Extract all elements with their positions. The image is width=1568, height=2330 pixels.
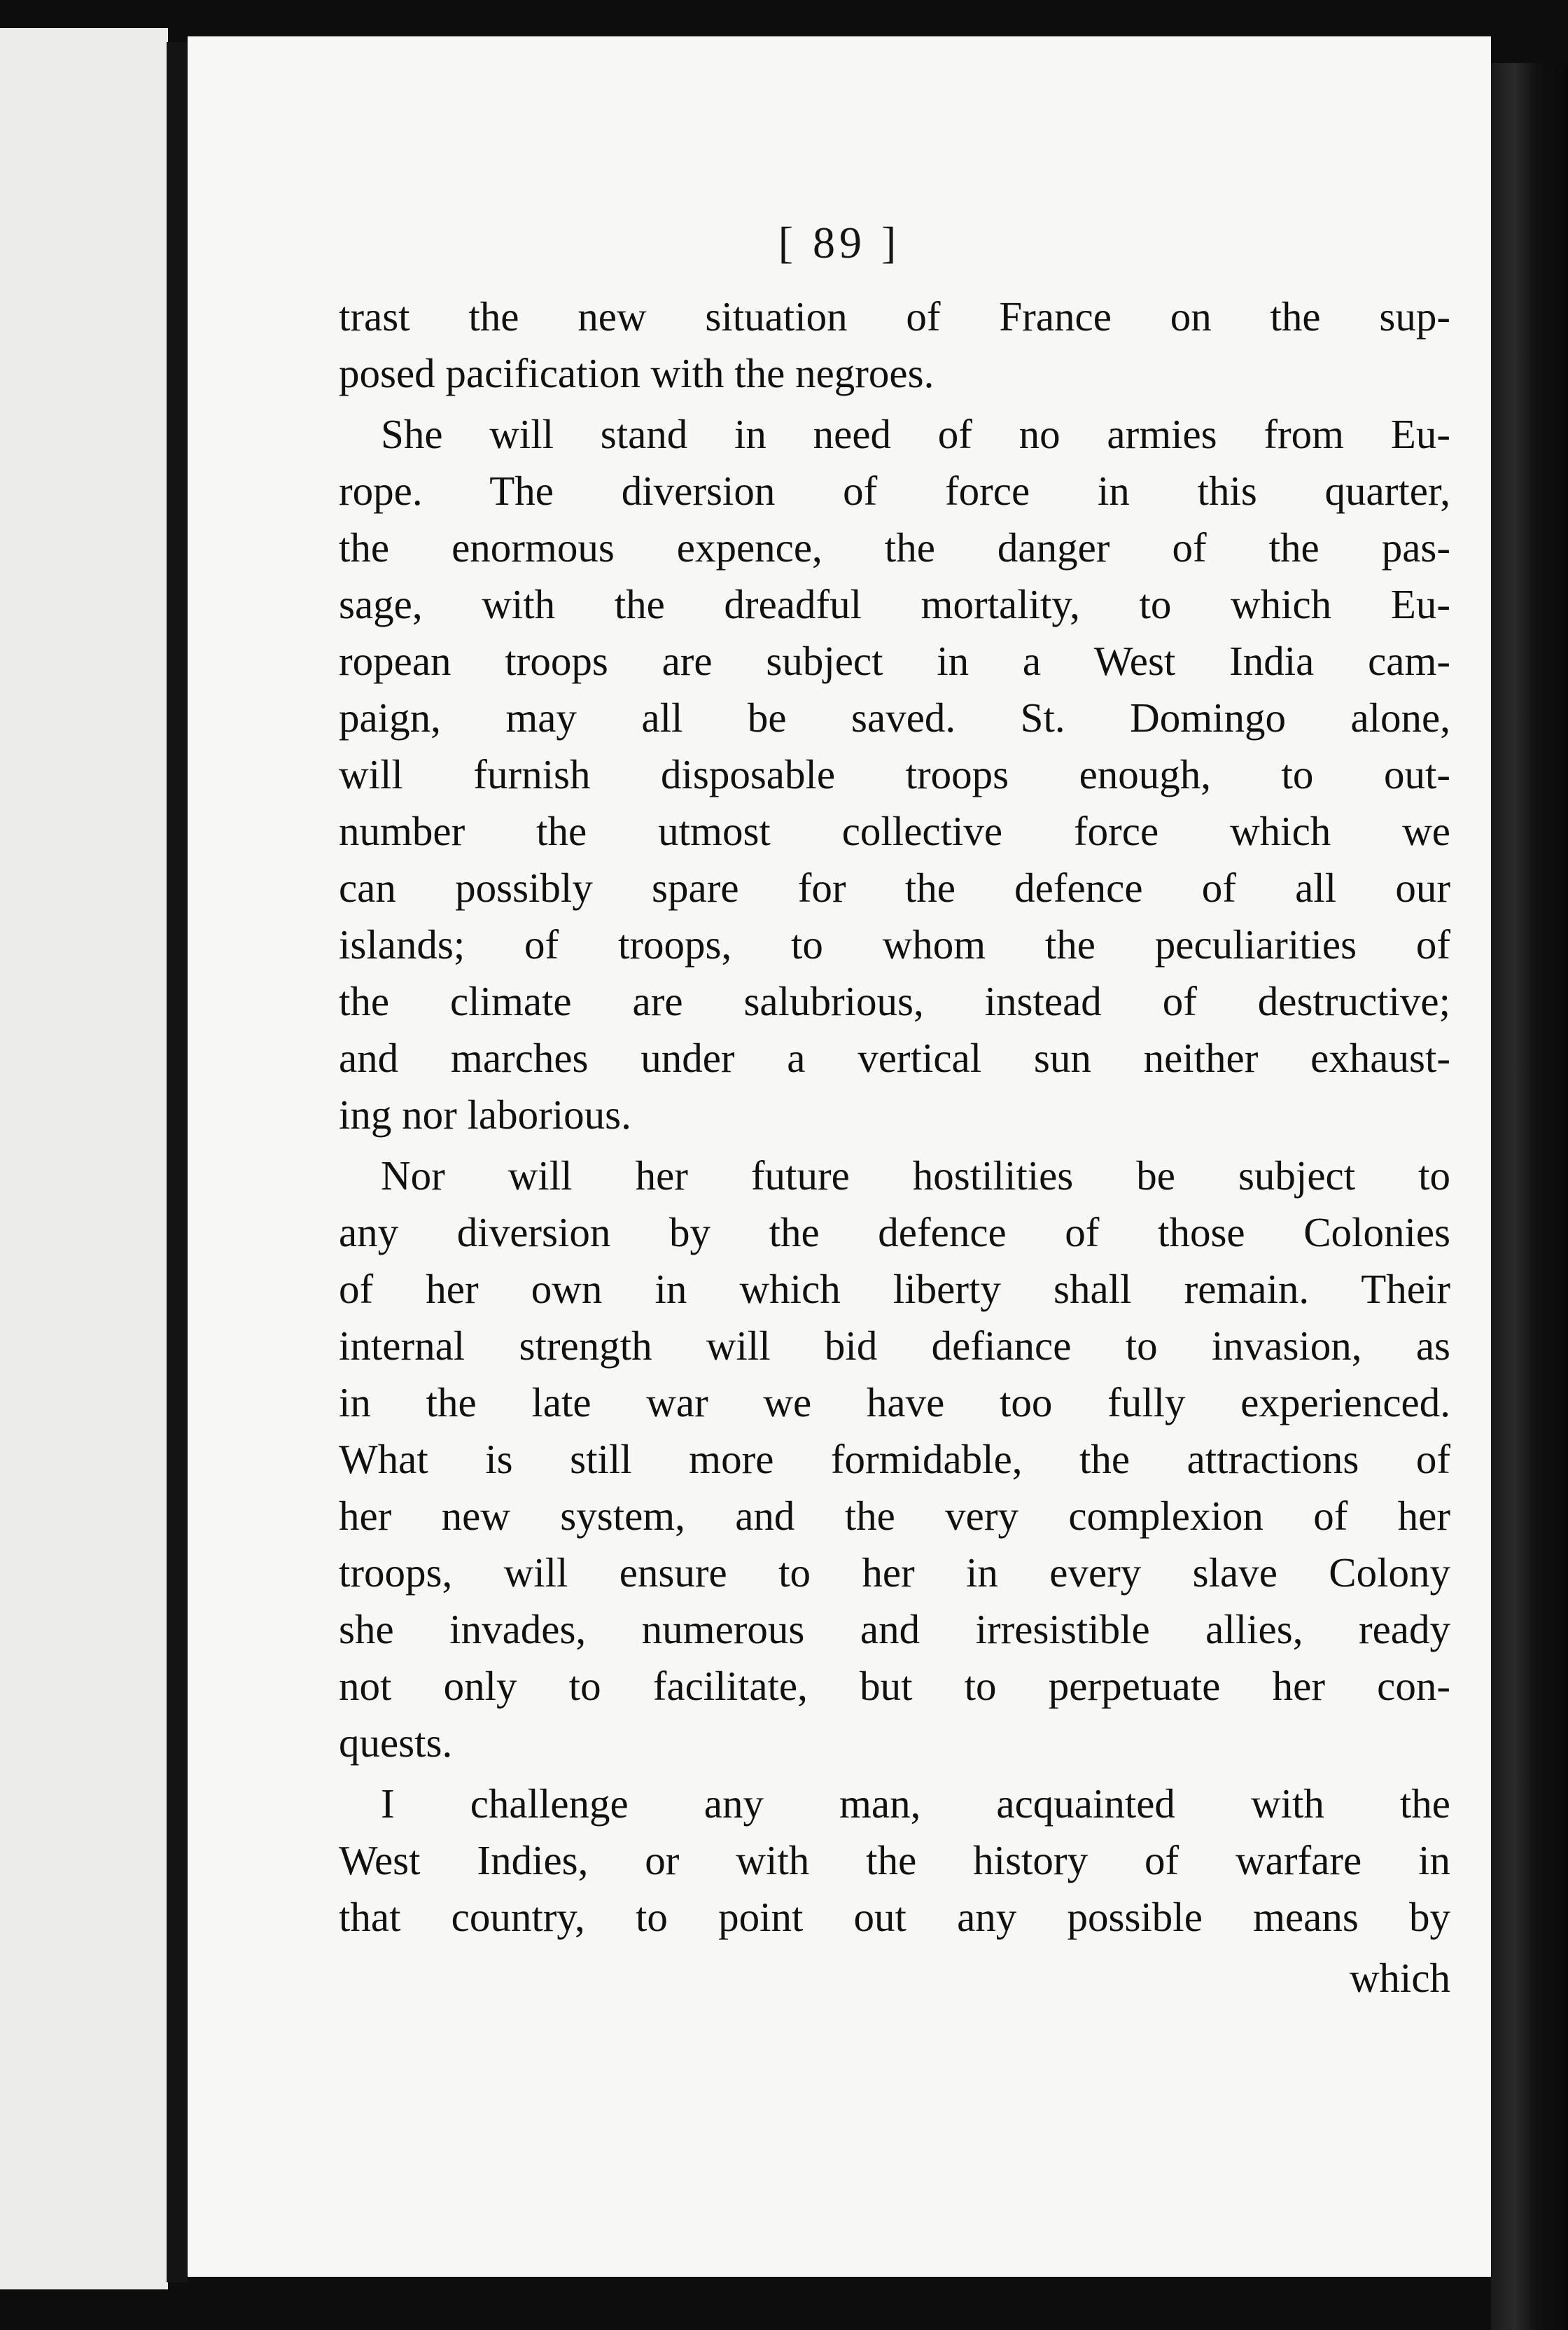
text-line: ropean troops are subject in a West India cam-: [339, 638, 1450, 684]
text-line: not only to facilitate, but to perpetuate her con-: [339, 1663, 1450, 1709]
text-line: she invades, numerous and irresistible allies, ready: [339, 1606, 1450, 1652]
text-line: What is still more formidable, the attractions of: [339, 1436, 1450, 1482]
text-line: sage, with the dreadful mortality, to which Eu-: [339, 581, 1450, 627]
text-line: the enormous expence, the danger of the pas-: [339, 524, 1450, 571]
paragraph: [339, 1776, 1450, 1946]
book-page: [188, 36, 1491, 2277]
text-line: any diversion by the defence of those Colonies: [339, 1209, 1450, 1255]
text-line: can possibly spare for the defence of all our: [339, 865, 1450, 911]
book-edge: [1491, 63, 1568, 2330]
text-line: the climate are salubrious, instead of destructive;: [339, 978, 1450, 1024]
text-line: paign, may all be saved. St. Domingo alone,: [339, 695, 1450, 741]
text-line: islands; of troops, to whom the peculiarities of: [339, 921, 1450, 968]
text-line: number the utmost collective force which we: [339, 808, 1450, 854]
text-line: West Indies, or with the history of warfare in: [339, 1837, 1450, 1883]
page-number: [ 89 ]: [778, 218, 901, 267]
text-line: trast the new situation of France on the sup-: [339, 293, 1450, 340]
text-line: and marches under a vertical sun neither exhaust-: [339, 1035, 1450, 1081]
text-line: ing nor laborious.: [339, 1091, 631, 1138]
paragraph: [339, 1147, 1450, 1771]
paragraph: [339, 288, 1450, 402]
paragraph: [339, 406, 1450, 1143]
text-line: quests.: [339, 1719, 453, 1766]
text-line: She will stand in need of no armies from Eu-: [381, 411, 1450, 457]
body-text: [339, 288, 1450, 2007]
text-line: posed pacification with the negroes.: [339, 350, 934, 396]
book-gutter: [167, 42, 188, 2282]
text-line: rope. The diversion of force in this quarter,: [339, 468, 1450, 514]
catchword: which: [1349, 1955, 1450, 2001]
text-line: her new system, and the very complexion of her: [339, 1493, 1450, 1539]
text-line: internal strength will bid defiance to invasion, as: [339, 1323, 1450, 1369]
text-line: troops, will ensure to her in every slave Colony: [339, 1549, 1450, 1596]
text-line: I challenge any man, acquainted with the: [381, 1780, 1450, 1827]
text-line: in the late war we have too fully experienced.: [339, 1379, 1450, 1425]
text-line: of her own in which liberty shall remain. Their: [339, 1266, 1450, 1312]
facing-page-edge: [0, 28, 168, 2289]
text-line: will furnish disposable troops enough, to out-: [339, 751, 1450, 797]
text-line: Nor will her future hostilities be subject to: [381, 1152, 1450, 1199]
text-line: that country, to point out any possible means by: [339, 1894, 1450, 1940]
